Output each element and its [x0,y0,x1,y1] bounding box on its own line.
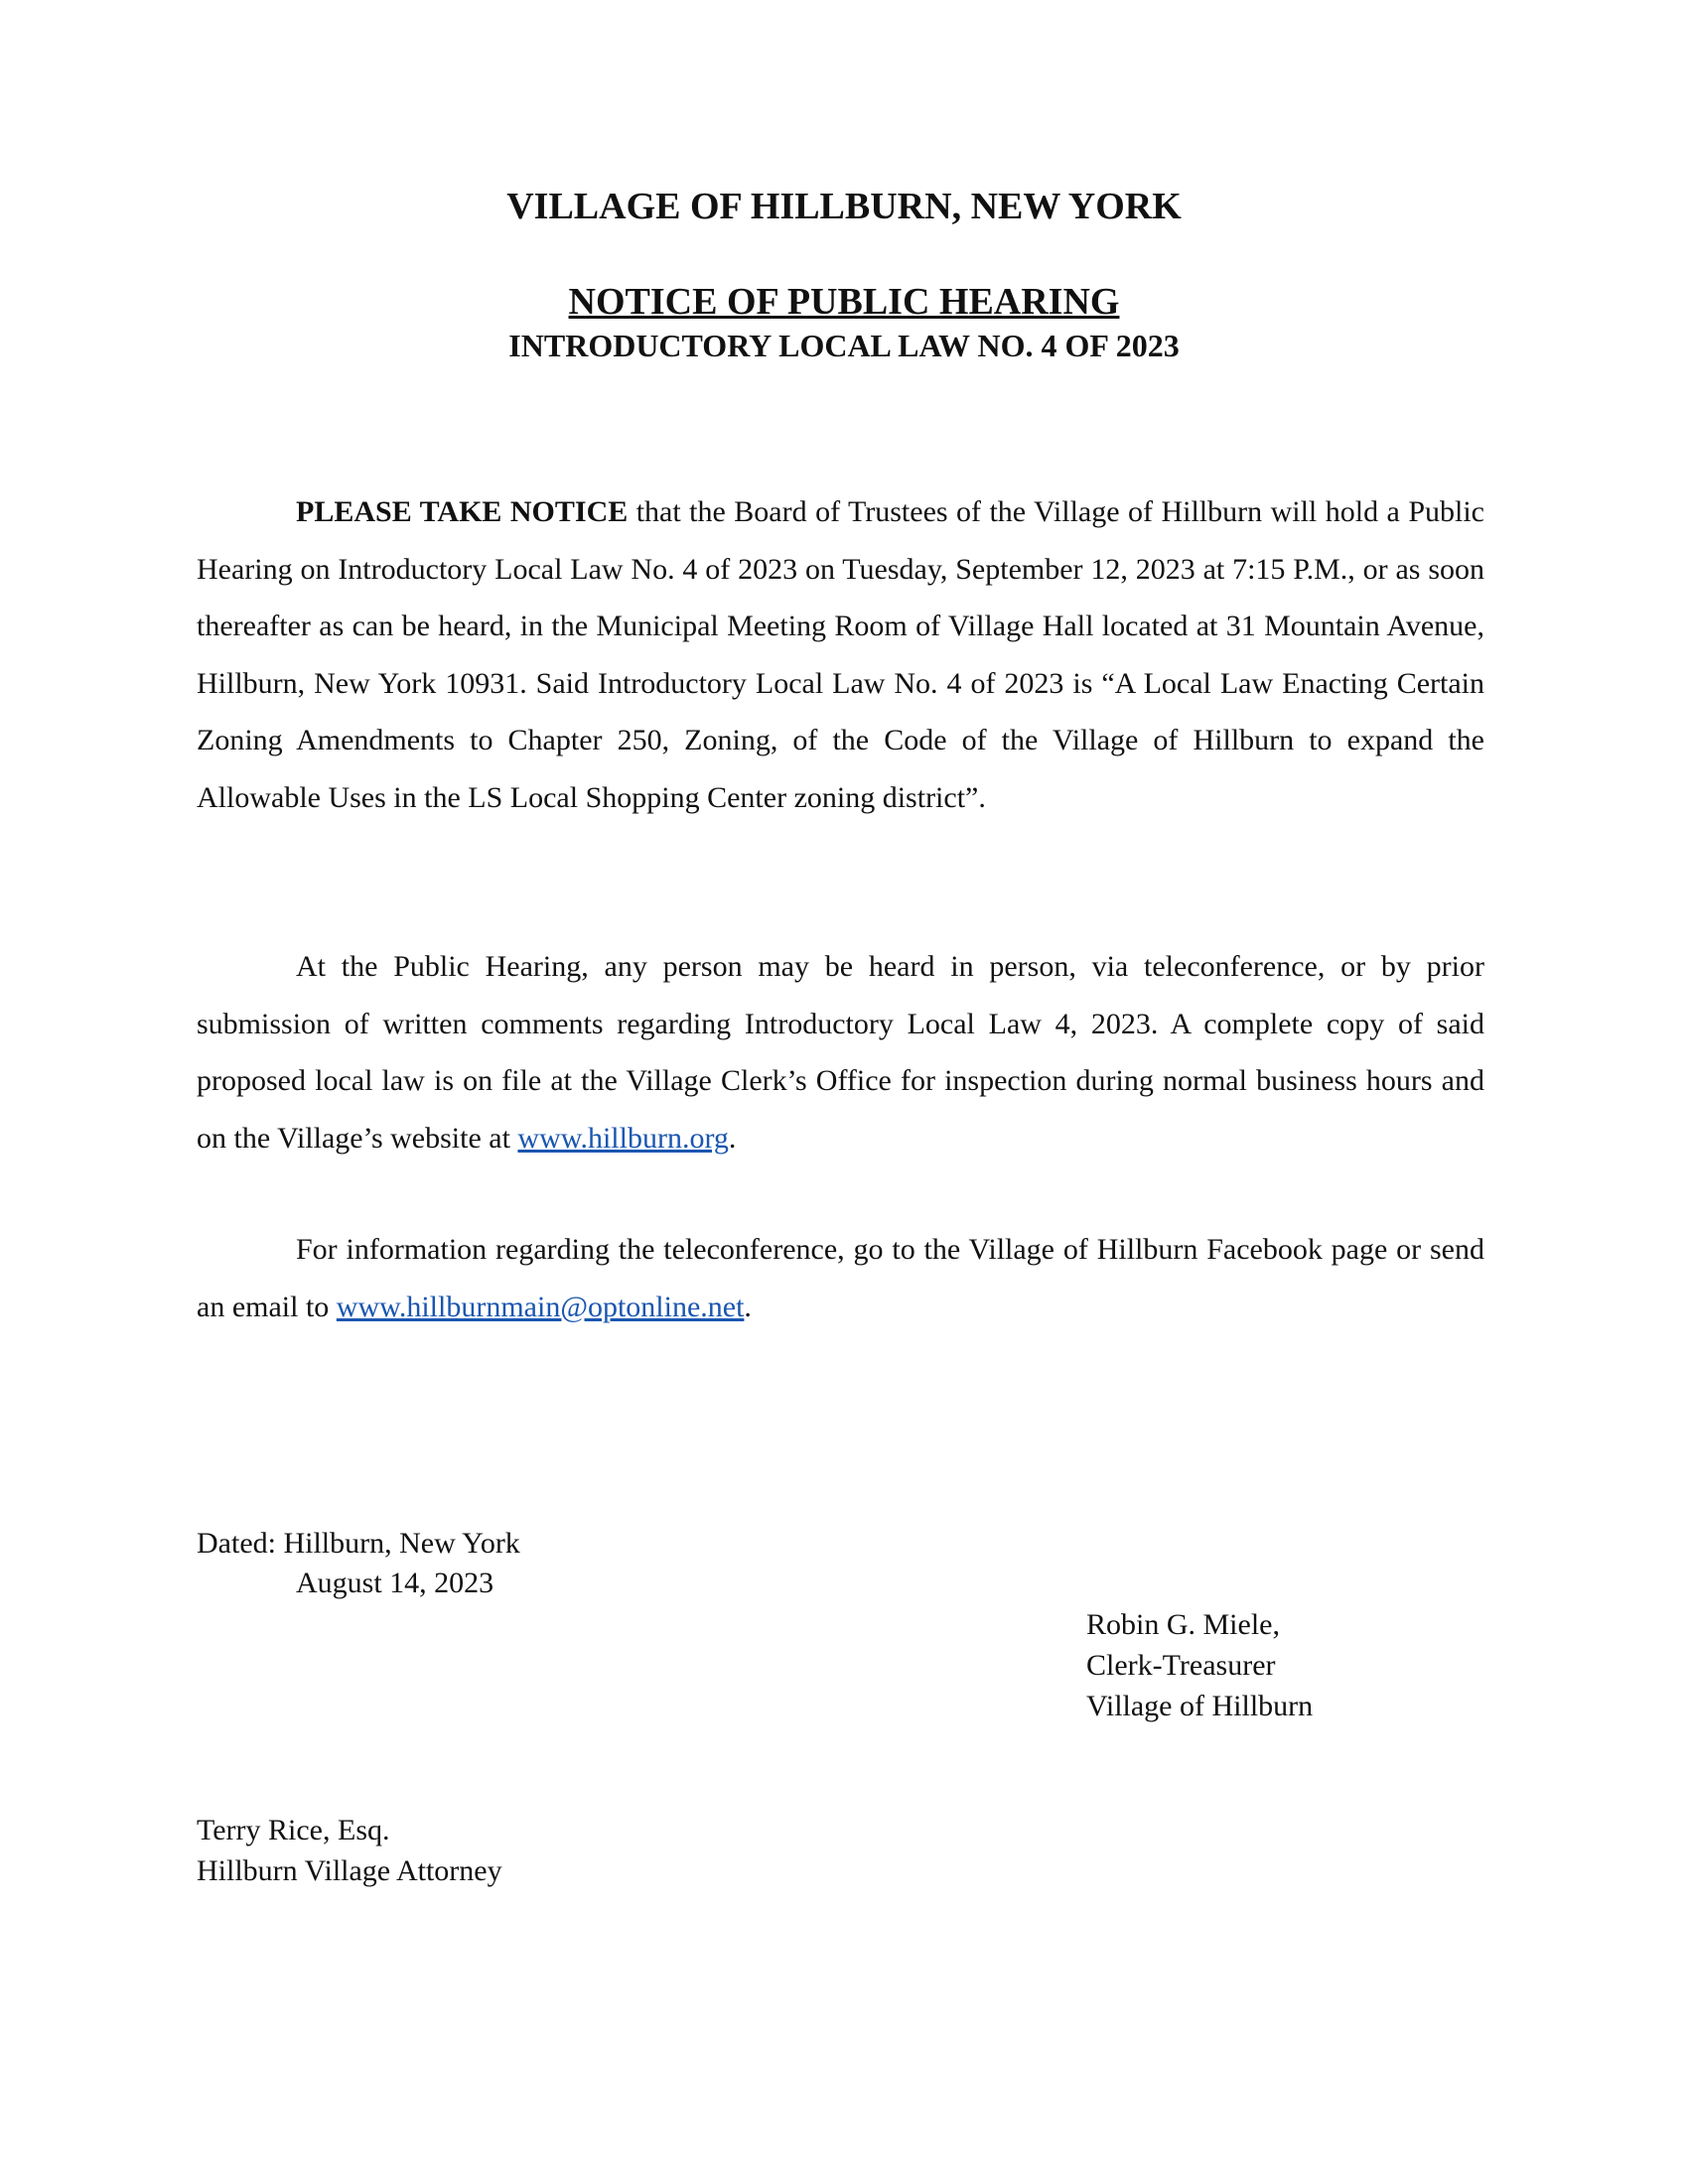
notice-paragraph-text: that the Board of Trustees of the Village of Hillburn will hold a Public Hearing on Introductory Local Law No. 4 of 2023 on Tuesday, September 12, 2023 at 7:15 P.M., or as soon thereafter as can be heard, in the Municipal Meeting Room of Village Hall located at 31 Mountain Avenue, Hillburn, New York 10931. Said Introductory Local Law No. 4 of 2023 is “A Local Law Enacting Certain Zoning Amendments to Chapter 250, Zoning, of the Code of the Village of Hillburn to expand the Allowable Uses in the LS Local Shopping Center zoning district”. [197,495,1484,814]
village-heading: VILLAGE OF HILLBURN, NEW YORK [506,186,1182,227]
dated-label: Dated: Hillburn, New York [197,1527,520,1560]
attorney-title: Hillburn Village Attorney [197,1854,502,1887]
hearing-paragraph [197,938,1484,1166]
notice-lead: PLEASE TAKE NOTICE [296,495,629,528]
dated-date: August 14, 2023 [296,1567,494,1599]
hearing-paragraph-text: At the Public Hearing, any person may be heard in person, via teleconference, or by prior submission of written comments regarding Introductory Local Law 4, 2023. A complete copy of said proposed local law is on file at the Village Clerk’s Office for inspection during normal business hours and on the Village’s website at [197,950,1484,1155]
notice-title: NOTICE OF PUBLIC HEARING [568,281,1120,323]
teleconference-paragraph [197,1221,1484,1335]
notice-paragraph [197,483,1484,826]
website-link[interactable]: www.hillburn.org [517,1121,729,1155]
signatory-title: Clerk-Treasurer [1086,1649,1276,1682]
period: . [728,1121,737,1155]
law-title: INTRODUCTORY LOCAL LAW NO. 4 OF 2023 [508,328,1180,363]
period: . [744,1290,752,1323]
teleconference-paragraph-text: For information regarding the teleconference, go to the Village of Hillburn Facebook page or send an email to [197,1233,1484,1323]
attorney-name: Terry Rice, Esq. [197,1814,390,1846]
signatory-org: Village of Hillburn [1086,1690,1314,1722]
signatory-name: Robin G. Miele, [1086,1608,1280,1641]
email-link[interactable]: www.hillburnmain@optonline.net [336,1290,745,1323]
